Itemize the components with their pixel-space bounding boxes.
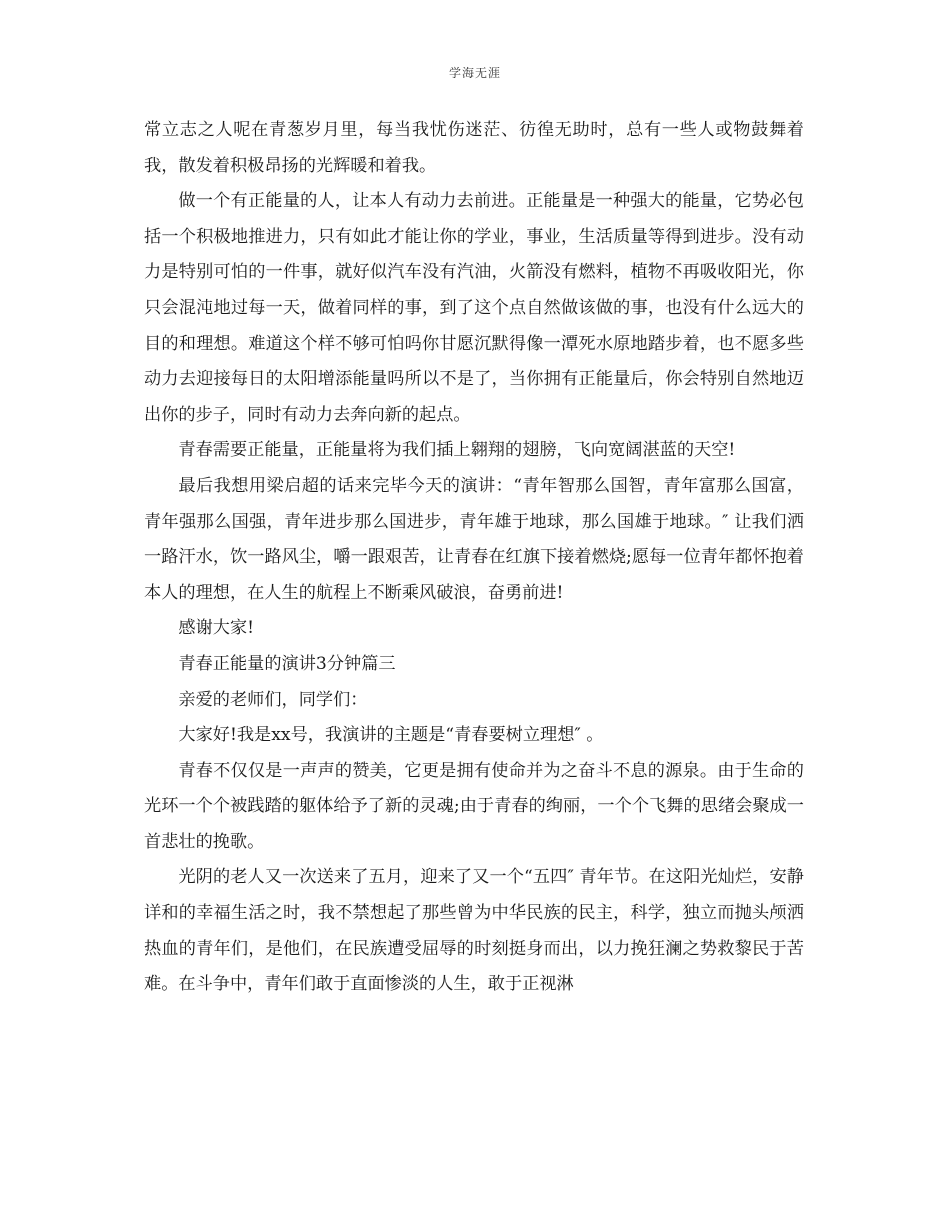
- paragraph-2: 做一个有正能量的人，让本人有动力去前进。正能量是一种强大的能量，它势必包括一个积极地推进力，只有如此才能让你的学业，事业，生活质量等得到进步。没有动力是特别可怕的一件事，就好似汽车没有汽油，火箭没有燃料，植物不再吸收阳光，你只会混沌地过每一天，做着同样的事，到了这个点自然做该做的事，也没有什么远大的目的和理想。难道这个样不够可怕吗你甘愿沉默得像一潭死水原地踏步着，也不愿多些动力去迎接每日的太阳增添能量吗所以不是了，当你拥有正能量后，你会特别自然地迈出你的步子，同时有动力去奔向新的起点。: [144, 191, 804, 425]
- salutation: 亲爱的老师们，同学们：: [178, 689, 368, 710]
- paragraph-5: 感谢大家!: [178, 618, 255, 639]
- paragraph-6: 大家好!我是xx号，我演讲的主题是“青春要树立理想″ 。: [178, 725, 604, 746]
- paragraph-8: 光阴的老人又一次送来了五月，迎来了又一个“五四″ 青年节。在这阳光灿烂，安静详和的幸福生活之时，我不禁想起了那些曾为中华民族的民主，科学，独立而抛头颅洒热血的青年们，是他们，在民族遭受屈辱的时刻挺身而出，以力挽狂澜之势救黎民于苦难。在斗争中，青年们敢于直面惨淡的人生，敢于正视淋: [144, 867, 804, 995]
- page-header: 学海无涯: [448, 66, 501, 80]
- section-heading: 青春正能量的演讲3分钟篇三: [178, 653, 396, 674]
- paragraph-7: 青春不仅仅是一声声的赞美，它更是拥有使命并为之奋斗不息的源泉。由于生命的光环一个个被践踏的躯体给予了新的灵魂;由于青春的绚丽，一个个飞舞的思绪会聚成一首悲壮的挽歌。: [144, 760, 804, 852]
- document-body: [144, 113, 804, 1003]
- paragraph-1: 常立志之人呢在青葱岁月里，每当我忧伤迷茫、彷徨无助时，总有一些人或物鼓舞着我，散发着积极昂扬的光辉暖和着我。: [144, 120, 804, 176]
- paragraph-4: 最后我想用梁启超的话来完毕今天的演讲：“青年智那么国智，青年富那么国富，青年强那么国强，青年进步那么国进步，青年雄于地球，那么国雄于地球。″ 让我们洒一路汗水，饮一路风尘，嚼一跟艰苦，让青春在红旗下接着燃烧;愿每一位青年都怀抱着本人的理想，在人生的航程上不断乘风破浪，奋勇前进!: [144, 475, 804, 603]
- paragraph-3: 青春需要正能量，正能量将为我们插上翱翔的翅膀，飞向宽阔湛蓝的天空!: [178, 440, 736, 461]
